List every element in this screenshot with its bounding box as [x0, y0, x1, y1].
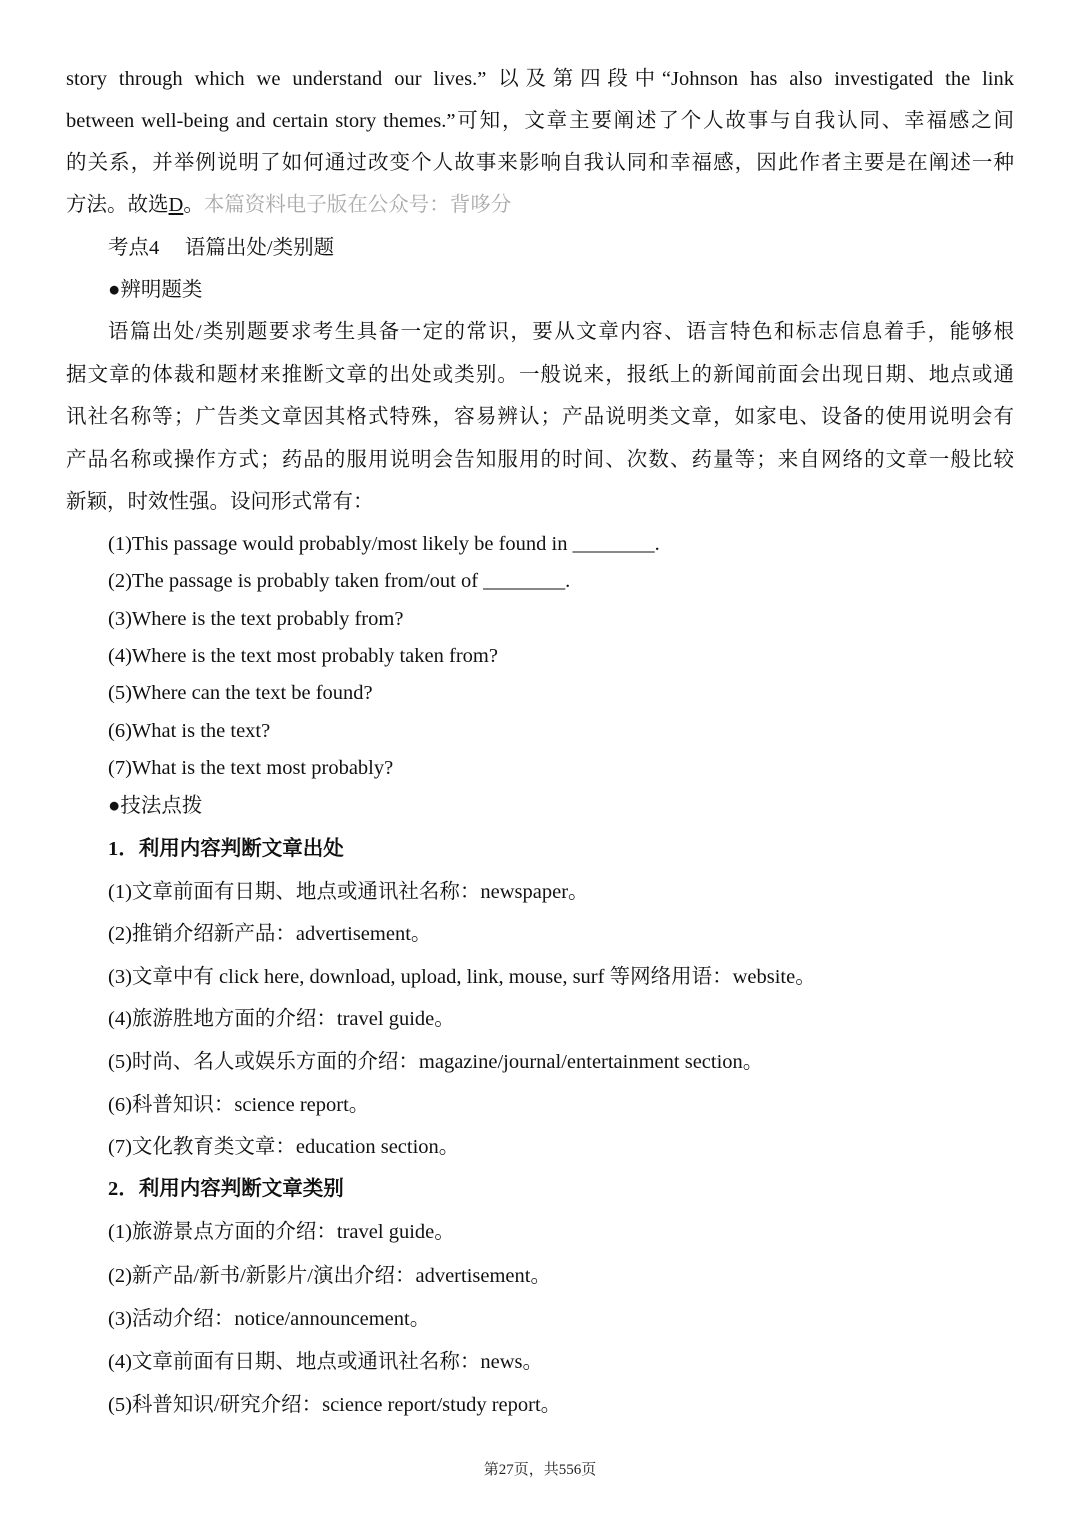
identify-para-line-3: 讯社名称等；广告类文章因其格式特殊，容易辨认；产品说明类文章，如家电、设备的使用说明会有 — [66, 406, 1014, 428]
tips-group-1-item: (1)文章前面有日期、地点或通讯社名称：newspaper。 — [108, 881, 589, 903]
tips-group-2-item: (1)旅游景点方面的介绍：travel guide。 — [108, 1221, 455, 1243]
question-item: (5)Where can the text be found? — [108, 682, 373, 704]
section-title: 考点4 语篇出处/类别题 — [108, 237, 335, 259]
tips-group-1-title: 1．利用内容判断文章出处 — [108, 838, 344, 860]
tips-heading: ●技法点拨 — [108, 795, 203, 817]
tips-group-1-item: (7)文化教育类文章：education section。 — [108, 1136, 460, 1158]
identify-para-line-2: 据文章的体裁和题材来推断文章的出处或类别。一般说来，报纸上的新闻前面会出现日期、地点或通 — [66, 364, 1014, 386]
tips-group-1-item: (6)科普知识：science report。 — [108, 1094, 370, 1116]
page-number-footer: 第27页，共556页 — [483, 1462, 597, 1478]
tips-group-1-item: (4)旅游胜地方面的介绍：travel guide。 — [108, 1008, 455, 1030]
intro-line-2: between well-being and certain story themes.”可知，文章主要阐述了个人故事与自我认同、幸福感之间 — [66, 110, 1014, 132]
question-item: (7)What is the text most probably? — [108, 757, 394, 779]
identify-para-line-4: 产品名称或操作方式；药品的服用说明会告知服用的时间、次数、药量等；来自网络的文章一般比较 — [66, 449, 1014, 471]
watermark-text: 本篇资料电子版在公众号：背哆分 — [203, 194, 512, 216]
identify-heading: ●辨明题类 — [108, 279, 203, 301]
tips-group-1-item: (5)时尚、名人或娱乐方面的介绍：magazine/journal/entertainment section。 — [108, 1051, 764, 1073]
tips-group-2-title: 2．利用内容判断文章类别 — [108, 1178, 344, 1200]
question-item: (2)The passage is probably taken from/out of ________. — [108, 570, 571, 592]
intro-line-3: 的关系，并举例说明了如何通过改变个人故事来影响自我认同和幸福感，因此作者主要是在阐述一种 — [66, 152, 1014, 174]
identify-para-line-1: 语篇出处/类别题要求考生具备一定的常识，要从文章内容、语言特色和标志信息着手，能够根 — [108, 321, 1014, 343]
tips-group-2-item: (5)科普知识/研究介绍：science report/study report。 — [108, 1394, 562, 1416]
identify-para-line-5: 新颖，时效性强。设问形式常有： — [66, 491, 374, 513]
tips-group-2-item: (4)文章前面有日期、地点或通讯社名称：news。 — [108, 1351, 544, 1373]
intro-line-1: story through which we understand our lives.” 以及第四段中“Johnson has also investigated the link — [66, 68, 1014, 90]
question-item: (3)Where is the text probably from? — [108, 608, 404, 630]
question-item: (1)This passage would probably/most likely be found in ________. — [108, 533, 660, 555]
question-item: (6)What is the text? — [108, 720, 271, 742]
intro-line-4-prefix: 方法。故选 — [66, 194, 169, 216]
tips-group-1-item: (2)推销介绍新产品：advertisement。 — [108, 923, 432, 945]
tips-group-2-item: (3)活动介绍：notice/announcement。 — [108, 1308, 431, 1330]
intro-line-4-suffix: 。 — [183, 194, 204, 216]
intro-line-4 — [66, 190, 1014, 220]
question-item: (4)Where is the text most probably taken from? — [108, 645, 498, 667]
answer-letter: D — [168, 194, 184, 216]
tips-group-1-item: (3)文章中有 click here, download, upload, link, mouse, surf 等网络用语：website。 — [108, 966, 816, 988]
tips-group-2-item: (2)新产品/新书/新影片/演出介绍：advertisement。 — [108, 1265, 551, 1287]
